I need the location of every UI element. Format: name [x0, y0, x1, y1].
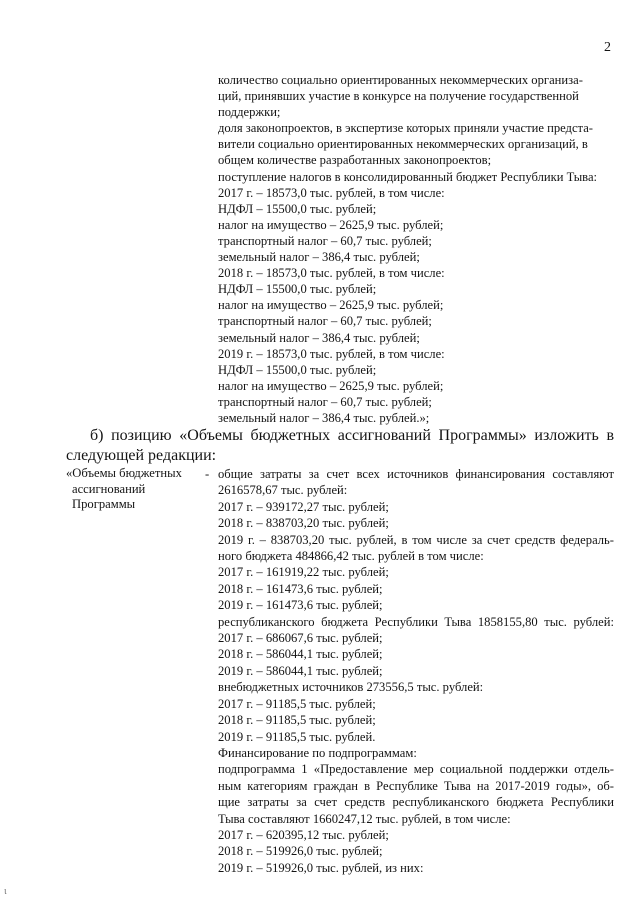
budget-allocations-block	[218, 466, 614, 876]
amendment-intro: б) позицию «Объемы бюджетных ассигнований Программы» изложить в следующей редакции:	[66, 427, 614, 464]
budget-line: ного бюджета 484866,42 тыс. рублей в том числе:	[218, 549, 484, 564]
table-left-label: «Объемы бюджетных ассигнований Программы	[66, 466, 182, 512]
budget-line: 2018 г. – 91185,5 тыс. рублей;	[218, 713, 376, 728]
budget-line: щие затраты за счет средств республиканского бюджета Республики	[218, 795, 614, 810]
indicator-line: количество социально ориентированных некоммерческих организа-	[218, 73, 583, 87]
indicator-line: НДФЛ – 15500,0 тыс. рублей;	[218, 201, 377, 216]
budget-line: 2018 г. – 838703,20 тыс. рублей;	[218, 516, 389, 531]
indicator-line: земельный налог – 386,4 тыс. рублей.»;	[218, 410, 430, 425]
indicator-line: 2018 г. – 18573,0 тыс. рублей, в том числе:	[218, 266, 445, 281]
budget-line: 2018 г. – 519926,0 тыс. рублей;	[218, 844, 383, 859]
indicator-line: НДФЛ – 15500,0 тыс. рублей;	[218, 282, 377, 297]
budget-line: ным категориям граждан в Республике Тыва на 2017-2019 годы», об-	[218, 778, 614, 793]
budget-line: 2019 г. – 161473,6 тыс. рублей;	[218, 598, 383, 613]
indicator-line: 2017 г. – 18573,0 тыс. рублей, в том числе:	[218, 185, 445, 200]
budget-line: 2019 г. – 91185,5 тыс. рублей.	[218, 729, 376, 744]
budget-line: Финансирование по подпрограммам:	[218, 745, 417, 760]
budget-line: 2017 г. – 91185,5 тыс. рублей;	[218, 696, 376, 711]
table-dash: -	[205, 467, 210, 481]
budget-line: 2018 г. – 586044,1 тыс. рублей;	[218, 647, 383, 662]
indicator-line: транспортный налог – 60,7 тыс. рублей;	[218, 233, 432, 248]
budget-line: 2019 г. – 519926,0 тыс. рублей, из них:	[218, 860, 424, 875]
budget-line: республиканского бюджета Республики Тыва 1858155,80 тыс. рублей:	[218, 614, 614, 629]
indicator-line: НДФЛ – 15500,0 тыс. рублей;	[218, 362, 377, 377]
margin-mark: ɩ	[4, 886, 7, 897]
indicator-line: вители социально ориентированных некоммерческих организаций, в	[218, 137, 588, 152]
budget-line: 2017 г. – 161919,22 тыс. рублей;	[218, 565, 389, 580]
indicator-line: поступление налогов в консолидированный бюджет Республики Тыва:	[218, 169, 598, 184]
page-number: 2	[604, 40, 611, 55]
indicator-line: налог на имущество – 2625,9 тыс. рублей;	[218, 217, 444, 232]
indicator-line: 2019 г. – 18573,0 тыс. рублей, в том числе:	[218, 346, 445, 361]
indicators-block	[218, 72, 618, 426]
indicator-line: транспортный налог – 60,7 тыс. рублей;	[218, 394, 432, 409]
indicator-line: доля законопроектов, в экспертизе которых приняли участие предста-	[218, 121, 593, 136]
budget-line: 2018 г. – 161473,6 тыс. рублей;	[218, 581, 383, 596]
budget-line: внебюджетных источников 273556,5 тыс. рублей:	[218, 680, 484, 695]
budget-line: Тыва составляют 1660247,12 тыс. рублей, в том числе:	[218, 811, 511, 826]
budget-line: 2017 г. – 686067,6 тыс. рублей;	[218, 631, 383, 646]
budget-line: 2017 г. – 939172,27 тыс. рублей;	[218, 499, 389, 514]
indicator-line: земельный налог – 386,4 тыс. рублей;	[218, 250, 420, 265]
indicator-line: ций, принявших участие в конкурсе на получение государственной	[218, 89, 579, 104]
budget-line: 2019 г. – 838703,20 тыс. рублей, в том числе за счет средств федераль-	[218, 532, 614, 547]
indicator-line: налог на имущество – 2625,9 тыс. рублей;	[218, 378, 444, 393]
budget-line: общие затраты за счет всех источников финансирования составляют	[218, 467, 614, 481]
indicator-line: общем количестве разработанных законопроектов;	[218, 153, 492, 168]
indicator-line: налог на имущество – 2625,9 тыс. рублей;	[218, 298, 444, 313]
budget-line: 2017 г. – 620395,12 тыс. рублей;	[218, 827, 389, 842]
indicator-line: поддержки;	[218, 105, 281, 120]
indicator-line: транспортный налог – 60,7 тыс. рублей;	[218, 314, 432, 329]
budget-line: подпрограмма 1 «Предоставление мер социальной поддержки отдель-	[218, 762, 614, 777]
budget-line: 2616578,67 тыс. рублей:	[218, 483, 348, 498]
budget-line: 2019 г. – 586044,1 тыс. рублей;	[218, 663, 383, 678]
indicator-line: земельный налог – 386,4 тыс. рублей;	[218, 330, 420, 345]
